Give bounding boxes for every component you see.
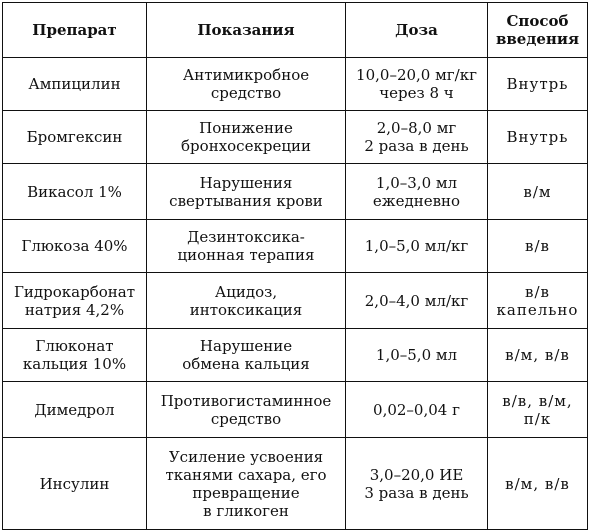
cell-route: Внутрь [488, 58, 588, 111]
table-row [3, 111, 588, 164]
cell-route: Внутрь [488, 111, 588, 164]
cell-route: в/м, в/в [488, 438, 588, 530]
cell-indication: Антимикробное средство [147, 58, 346, 111]
table-row [3, 329, 588, 382]
cell-indication: Нарушения свертывания крови [147, 164, 346, 220]
table-row [3, 273, 588, 329]
cell-dose: 1,0–5,0 мл [346, 329, 488, 382]
cell-route: в/в, в/м, п/к [488, 382, 588, 438]
header-route: Способ введения [488, 3, 588, 58]
cell-drug: Викасол 1% [3, 164, 147, 220]
cell-indication: Нарушение обмена кальция [147, 329, 346, 382]
cell-indication: Дезинтоксика- ционная терапия [147, 220, 346, 273]
header-indication: Показания [147, 3, 346, 58]
table-header-row [3, 3, 588, 58]
header-dose: Доза [346, 3, 488, 58]
cell-drug: Глюконат кальция 10% [3, 329, 147, 382]
cell-dose: 3,0–20,0 ИЕ 3 раза в день [346, 438, 488, 530]
cell-dose: 1,0–3,0 мл ежедневно [346, 164, 488, 220]
table-row [3, 58, 588, 111]
cell-indication: Ацидоз, интоксикация [147, 273, 346, 329]
cell-drug: Бромгексин [3, 111, 147, 164]
cell-indication: Понижение бронхосекреции [147, 111, 346, 164]
cell-route: в/м, в/в [488, 329, 588, 382]
cell-indication: Усиление усвоения тканями сахара, его превращение в гликоген [147, 438, 346, 530]
table-row [3, 220, 588, 273]
cell-dose: 0,02–0,04 г [346, 382, 488, 438]
cell-dose: 2,0–8,0 мг 2 раза в день [346, 111, 488, 164]
cell-drug: Глюкоза 40% [3, 220, 147, 273]
cell-dose: 2,0–4,0 мл/кг [346, 273, 488, 329]
cell-route: в/в капельно [488, 273, 588, 329]
cell-route: в/в [488, 220, 588, 273]
drug-table [2, 2, 588, 530]
cell-route: в/м [488, 164, 588, 220]
cell-indication: Противогистаминное средство [147, 382, 346, 438]
cell-dose: 10,0–20,0 мг/кг через 8 ч [346, 58, 488, 111]
table-row [3, 164, 588, 220]
header-drug: Препарат [3, 3, 147, 58]
cell-drug: Гидрокарбонат натрия 4,2% [3, 273, 147, 329]
cell-drug: Инсулин [3, 438, 147, 530]
table-row [3, 382, 588, 438]
cell-drug: Ампицилин [3, 58, 147, 111]
cell-dose: 1,0–5,0 мл/кг [346, 220, 488, 273]
cell-drug: Димедрол [3, 382, 147, 438]
table-row [3, 438, 588, 530]
